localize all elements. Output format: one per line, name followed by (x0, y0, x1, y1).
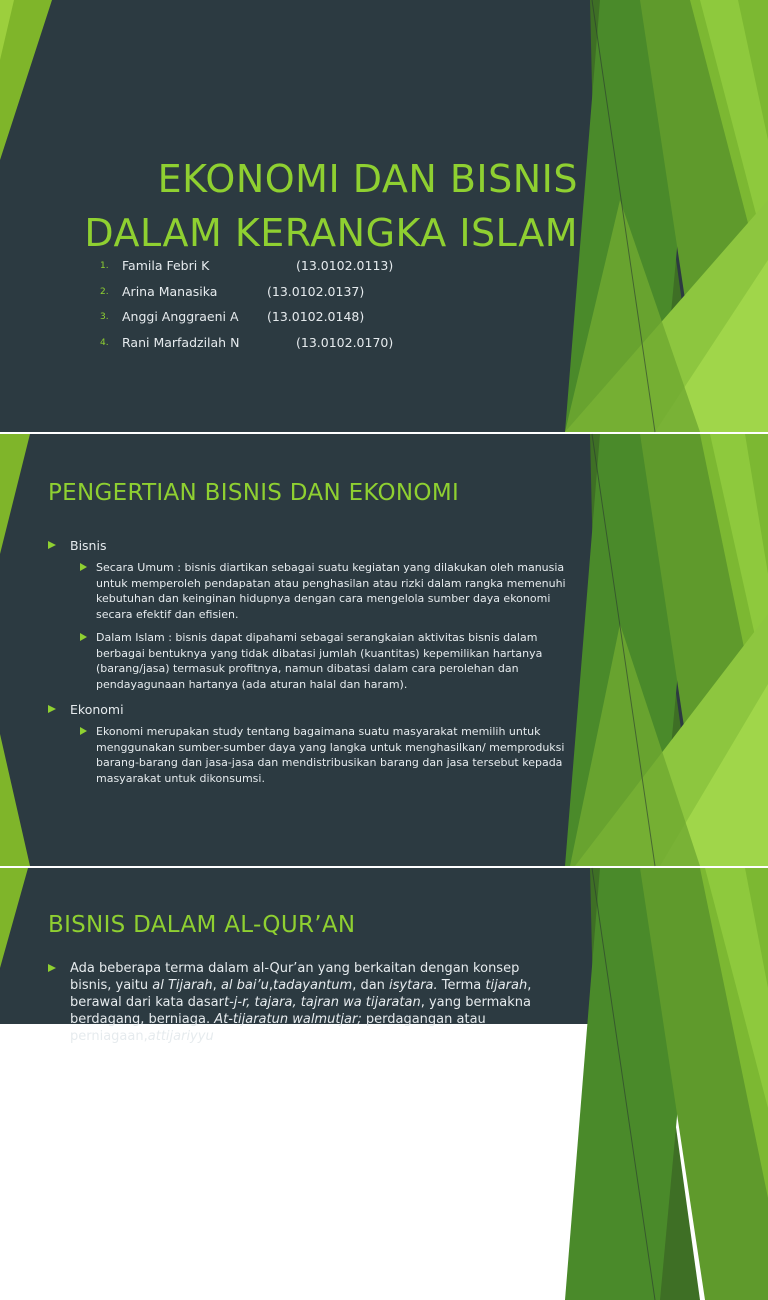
author-id: (13.0102.0113) (296, 258, 394, 273)
term-al-tijarah: al Tijarah (152, 978, 213, 993)
term-root-words: t-j-r, tajara, tajran wa tijaratan (223, 995, 421, 1010)
text-run: , berawal dari kata dasar (70, 978, 532, 1010)
list-number: 2. (100, 286, 109, 297)
bullet-label: Ekonomi (70, 702, 124, 717)
text-run: , yang bermakna berdagang, berniaga. (70, 995, 531, 1027)
list-number: 1. (100, 261, 109, 271)
title-line-2: DALAM KERANGKA ISLAM (84, 211, 578, 255)
term-isytara: isytara. (389, 978, 438, 993)
sub-bullet-text: Dalam Islam : bisnis dapat dipahami sebagai serangkaian aktivitas bisnis dalam berbagai bentuknya yang tidak dibatasi jumlah (kuantitas) kepemilikan hartanya (barang/jasa) termasuk profitnya, namun dibatasi dalam cara perolehan dan pendayagunaan hartanya (ada aturan halal dan haram). (96, 631, 543, 691)
list-number: 3. (100, 312, 109, 322)
author-name: Arina Manasika (122, 283, 218, 299)
text-run: perdagangan atau perniagaan, (70, 1012, 486, 1044)
title-line-1: EKONOMI DAN BISNIS (157, 157, 578, 201)
sub-bullet-text: Secara Umum : bisnis diartikan sebagai suatu kegiatan yang dilakukan oleh manusia untuk memperoleh pendapatan atau penghasilan atau rizki dalam rangka memenuhi kebutuhan dan keinginan hidupnya dengan cara mengelola sumber daya ekonomi secara efektif dan efisien. (96, 561, 566, 621)
author-id: (13.0102.0148) (267, 309, 365, 324)
author-list (100, 258, 430, 360)
bullet-arrow-icon (80, 633, 87, 641)
term-attijariyyu: attijariyyu (147, 1029, 214, 1044)
bullet-arrow-icon (80, 563, 87, 571)
sub-bullet-ekonomi (80, 724, 570, 786)
slide-title (0, 0, 768, 432)
list-item (100, 258, 430, 284)
author-name: Rani Marfadzilah N (122, 334, 240, 350)
slide-heading: BISNIS DALAM AL-QUR’AN (48, 912, 356, 938)
sub-bullet-dalam-islam (80, 630, 570, 692)
slide-bisnis-alquran (0, 868, 768, 1044)
author-id: (13.0102.0170) (296, 334, 394, 350)
bullet-label: Bisnis (70, 538, 107, 553)
text-run: Terma (437, 978, 486, 993)
list-item (100, 335, 430, 361)
slide-title-heading (18, 152, 578, 260)
author-id: (13.0102.0137) (267, 283, 365, 299)
term-al-baiu: al bai’u (220, 978, 269, 993)
paragraph-bisnis-alquran (48, 960, 548, 1045)
text-run: Ada beberapa terma dalam al-Qur’an yang berkaitan dengan konsep bisnis, yaitu (70, 961, 520, 993)
slide-heading: PENGERTIAN BISNIS DAN EKONOMI (48, 480, 460, 506)
list-number: 4. (100, 337, 109, 348)
term-at-tijaratun: At-tijaratun walmutjar; (214, 1012, 362, 1027)
list-item (100, 284, 430, 310)
sub-bullet-text: Ekonomi merupakan study tentang bagaimana suatu masyarakat memilih untuk menggunakan sumber-sumber daya yang langka untuk menghasilkan/ memproduksi barang-barang dan jasa-jasa dan mendistribusikan barang dan jasa tersebut kepada masyarakat untuk dikonsumsi. (96, 725, 565, 785)
term-tadayantum: tadayantum (273, 978, 353, 993)
list-item (100, 309, 430, 335)
author-name: Anggi Anggraeni A (122, 309, 239, 324)
bullet-arrow-icon (80, 727, 87, 735)
term-tijarah: tijarah (485, 978, 528, 993)
text-run: , (268, 978, 273, 993)
bullet-arrow-icon (48, 964, 56, 972)
author-name: Famila Febri K (122, 258, 210, 273)
text-run: , dan (352, 978, 390, 993)
paragraph-text (70, 960, 548, 1045)
sub-bullet-secara-umum (80, 560, 570, 622)
slide-pengertian (0, 434, 768, 866)
bullet-arrow-icon (48, 541, 56, 549)
bullet-arrow-icon (48, 705, 56, 713)
text-run: , (212, 978, 221, 993)
